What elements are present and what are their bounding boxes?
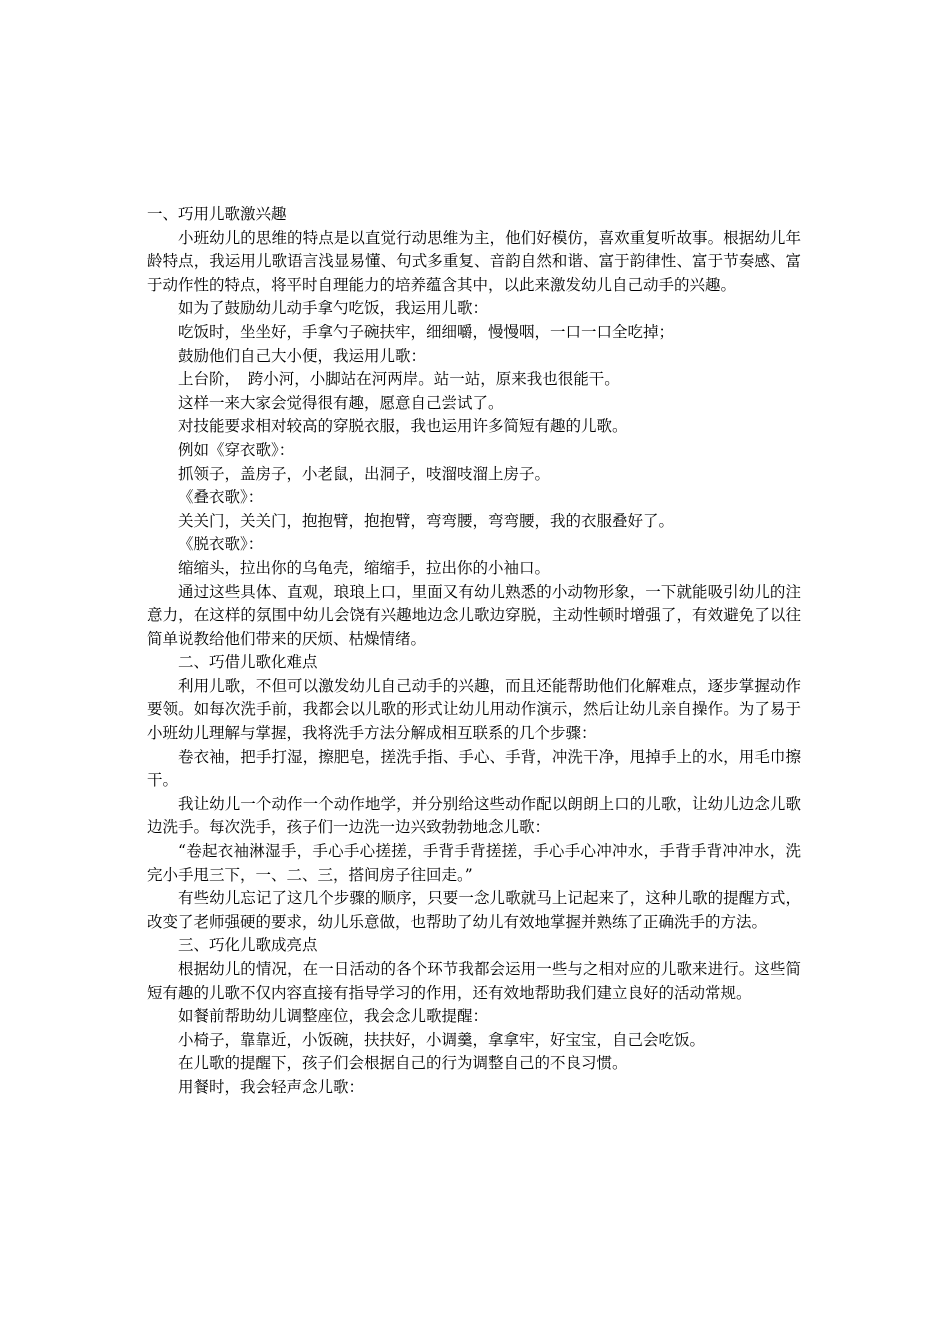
- paragraph: 二、巧借儿歌化难点: [178, 653, 318, 672]
- paragraph: 用餐时，我会轻声念儿歌：: [178, 1077, 365, 1096]
- paragraph: 鼓励他们自己大小便，我运用儿歌：: [178, 346, 427, 365]
- paragraph: 对技能要求相对较高的穿脱衣服，我也运用许多简短有趣的儿歌。: [178, 417, 628, 436]
- paragraph: 抓领子，盖房子，小老鼠，出洞子，吱溜吱溜上房子。: [178, 464, 551, 483]
- paragraph: 关关门，关关门，抱抱臂，抱抱臂，弯弯腰，弯弯腰，我的衣服叠好了。: [178, 511, 675, 530]
- paragraph: “卷起衣袖淋湿手，手心手心搓搓，手背手背搓搓，手心手心冲冲水，手背手背冲冲水，洗完小手甩三下，一、二、三，搭间房子往回走。”: [147, 842, 801, 884]
- paragraph: 小椅子，靠靠近，小饭碗，扶扶好，小调羹，拿拿牢，好宝宝，自己会吃饭。: [178, 1030, 706, 1049]
- paragraph: 上台阶， 跨小河，小脚站在河两岸。站一站，原来我也很能干。: [178, 370, 620, 389]
- paragraph: 《脱衣歌》：: [178, 535, 264, 554]
- paragraph: 缩缩头，拉出你的乌龟壳，缩缩手，拉出你的小袖口。: [178, 558, 551, 577]
- section-heading: 一、巧用儿歌激兴趣: [147, 205, 287, 223]
- paragraph: 这样一来大家会觉得很有趣，愿意自己尝试了。: [178, 393, 504, 412]
- paragraph: 三、巧化儿歌成亮点: [178, 936, 318, 955]
- paragraph: 《叠衣歌》：: [178, 488, 264, 507]
- paragraph: 例如《穿衣歌》：: [178, 440, 295, 459]
- paragraph: 小班幼儿的思维的特点是以直觉行动思维为主，他们好模仿，喜欢重复听故事。根据幼儿年龄特点，我运用儿歌语言浅显易懂、句式多重复、音韵自然和谐、富于韵律性、富于节奏感、富于动作性的特点，将平时自理能力的培养蕴含其中，以此来激发幼儿自己动手的兴趣。: [147, 228, 801, 294]
- paragraph: 根据幼儿的情况，在一日活动的各个环节我都会运用一些与之相对应的儿歌来进行。这些简短有趣的儿歌不仅内容直接有指导学习的作用，还有效地帮助我们建立良好的活动常规。: [147, 960, 801, 1002]
- document-body: [147, 203, 801, 1100]
- paragraph: 通过这些具体、直观，琅琅上口，里面又有幼儿熟悉的小动物形象，一下就能吸引幼儿的注意力，在这样的氛围中幼儿会饶有兴趣地边念儿歌边穿脱，主动性顿时增强了，有效避免了以往简单说教给他们带来的厌烦、枯燥情绪。: [147, 582, 801, 648]
- paragraph: 利用儿歌，不但可以激发幼儿自己动手的兴趣，而且还能帮助他们化解难点，逐步掌握动作要领。如每次洗手前，我都会以儿歌的形式让幼儿用动作演示，然后让幼儿亲自操作。为了易于小班幼儿理解与掌握，我将洗手方法分解成相互联系的几个步骤：: [147, 676, 801, 743]
- paragraph: 如餐前帮助幼儿调整座位，我会念儿歌提醒：: [178, 1007, 489, 1026]
- paragraph: 如为了鼓励幼儿动手拿勺吃饭，我运用儿歌：: [178, 299, 489, 318]
- paragraph: 有些幼儿忘记了这几个步骤的顺序，只要一念儿歌就马上记起来了，这种儿歌的提醒方式，改变了老师强硬的要求，幼儿乐意做，也帮助了幼儿有效地掌握并熟练了正确洗手的方法。: [147, 889, 801, 931]
- paragraph: 在儿歌的提醒下，孩子们会根据自己的行为调整自己的不良习惯。: [178, 1054, 628, 1073]
- paragraph: 吃饭时，坐坐好，手拿勺子碗扶牢，细细嚼，慢慢咽，一口一口全吃掉；: [178, 322, 675, 341]
- paragraph: 我让幼儿一个动作一个动作地学，并分别给这些动作配以朗朗上口的儿歌，让幼儿边念儿歌边洗手。每次洗手，孩子们一边洗一边兴致勃勃地念儿歌：: [147, 794, 801, 837]
- paragraph: 卷衣袖，把手打湿，擦肥皂，搓洗手指、手心、手背，冲洗干净，甩掉手上的水，用毛巾擦干。: [147, 747, 801, 790]
